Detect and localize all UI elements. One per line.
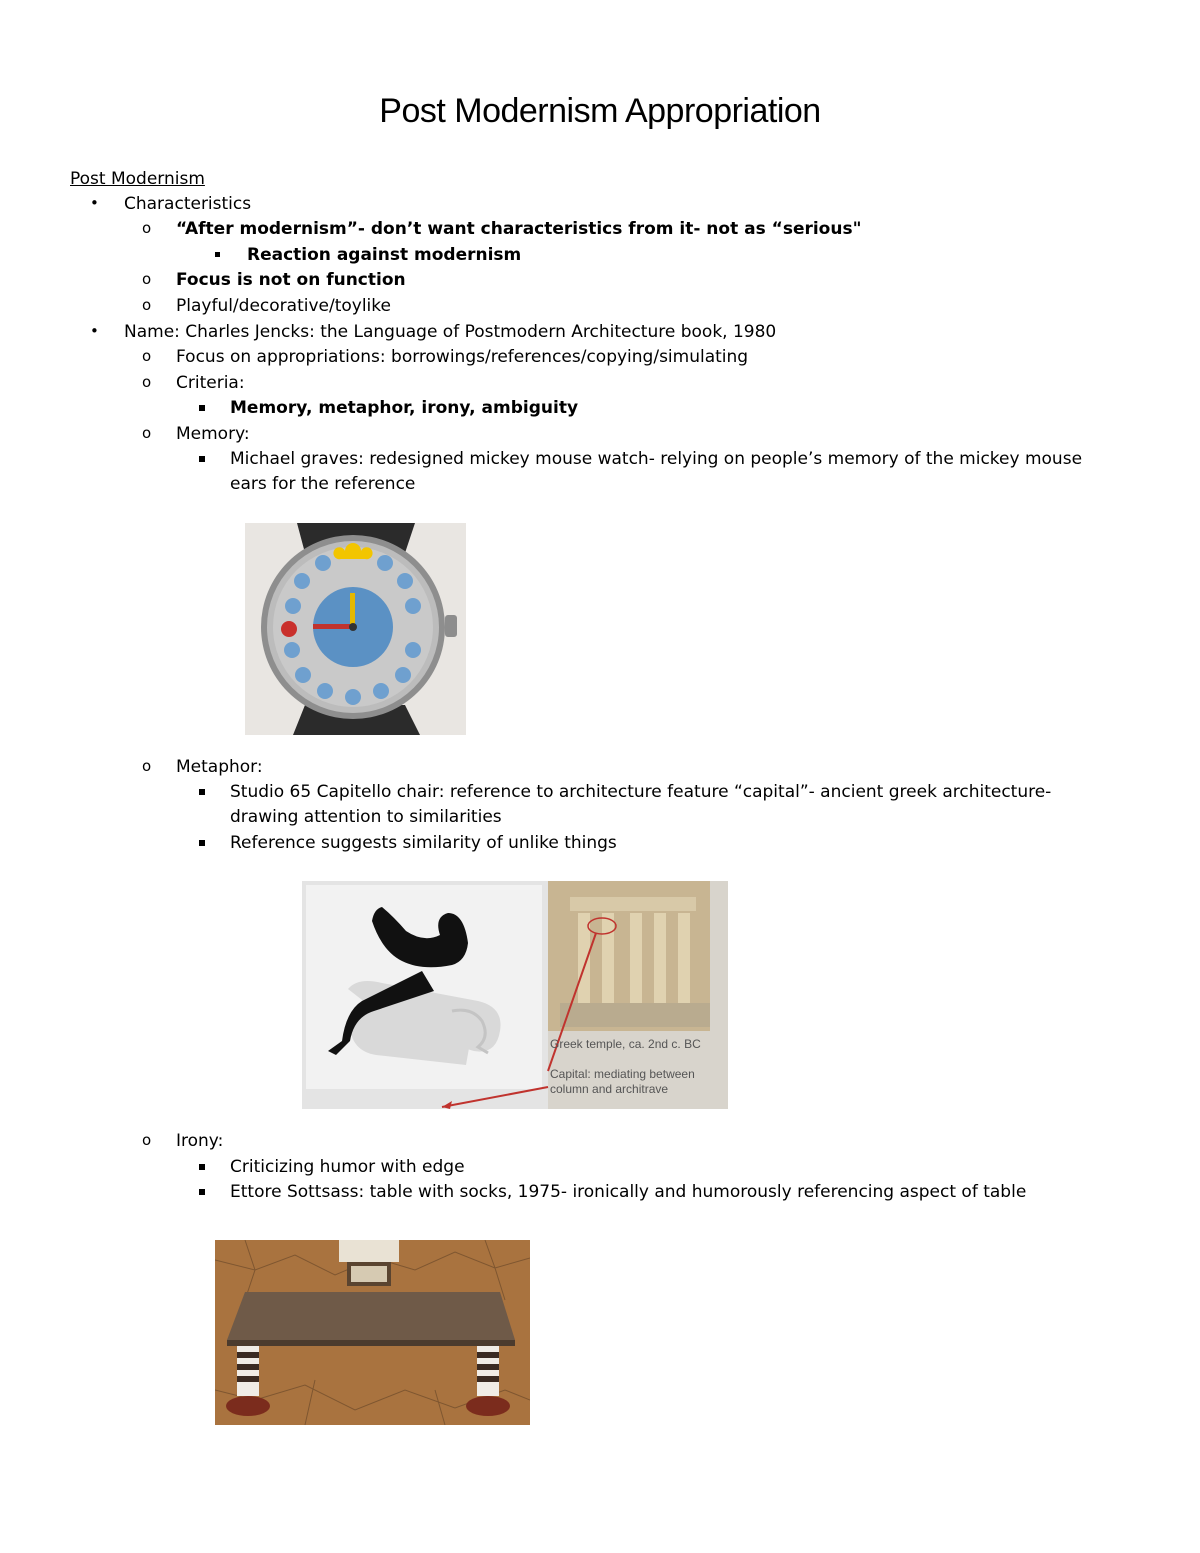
sub3-bullet-marker (215, 252, 220, 257)
sub3-bullet-marker (199, 405, 205, 411)
sub3-bullet-marker (199, 456, 205, 462)
sub3-bullet-marker (199, 1164, 205, 1170)
criteria-items: Memory, metaphor, irony, ambiguity (230, 398, 579, 418)
irony-item1: Criticizing humor with edge (230, 1157, 465, 1177)
sub-bullet-marker: o (142, 757, 152, 775)
characteristic-subitem: Reaction against modernism (247, 245, 522, 265)
characteristic-item: “After modernism”- don’t want characteristics from it- not as “serious" (176, 219, 862, 239)
characteristics-label: Characteristics (124, 194, 252, 214)
metaphor-item2: Reference suggests similarity of unlike things (230, 833, 617, 853)
characteristic-item: Playful/decorative/toylike (176, 296, 391, 316)
memory-label: Memory: (176, 424, 250, 444)
sub-bullet-marker: o (142, 296, 152, 314)
characteristic-item: Focus is not on function (176, 270, 406, 290)
name-label: Name: Charles Jencks: the Language of Postmodern Architecture book, 1980 (124, 322, 777, 342)
sub-bullet-marker: o (142, 219, 152, 237)
metaphor-item1-line1: Studio 65 Capitello chair: reference to architecture feature “capital”- ancient greek architecture- (230, 782, 1052, 802)
criteria-label: Criteria: (176, 373, 245, 393)
irony-label: Irony: (176, 1131, 224, 1151)
sub3-bullet-marker (199, 840, 205, 846)
sub-bullet-marker: o (142, 424, 152, 442)
bullet-marker: • (90, 194, 99, 212)
sub3-bullet-marker (199, 1189, 205, 1195)
metaphor-item1-line2: drawing attention to similarities (230, 807, 502, 827)
sub-bullet-marker: o (142, 347, 152, 365)
bullet-marker: • (90, 322, 99, 340)
sottsass-table-image (215, 1240, 530, 1425)
section-heading: Post Modernism (70, 169, 205, 189)
sub-bullet-marker: o (142, 373, 152, 391)
irony-item2: Ettore Sottsass: table with socks, 1975- ironically and humorously referencing aspect of table (230, 1182, 1027, 1202)
page-title: Post Modernism Appropriation (379, 92, 821, 130)
capitello-chair-image (302, 881, 728, 1109)
metaphor-label: Metaphor: (176, 757, 263, 777)
focus-item: Focus on appropriations: borrowings/references/copying/simulating (176, 347, 749, 367)
mickey-watch-image (245, 523, 466, 735)
sub3-bullet-marker (199, 789, 205, 795)
memory-text-line1: Michael graves: redesigned mickey mouse watch- relying on people’s memory of the mickey mouse (230, 449, 1083, 469)
capital-caption-line2: column and architrave (550, 1082, 669, 1096)
sub-bullet-marker: o (142, 270, 152, 288)
memory-text-line2: ears for the reference (230, 474, 416, 494)
capital-caption-line1: Capital: mediating between (550, 1067, 695, 1081)
sub-bullet-marker: o (142, 1131, 152, 1149)
temple-caption: Greek temple, ca. 2nd c. BC (550, 1037, 701, 1051)
